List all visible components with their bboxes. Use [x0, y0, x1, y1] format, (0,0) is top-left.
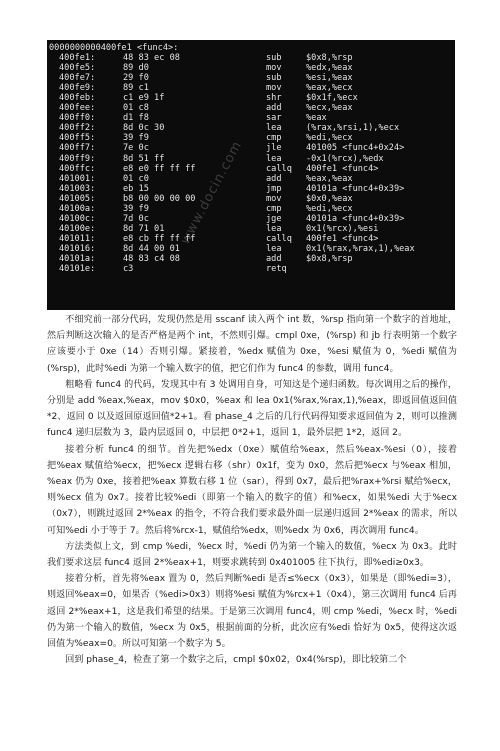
instruction-operands	[304, 264, 455, 274]
instruction-mnemonic: mov	[266, 83, 282, 94]
instruction-address: 400feb:	[59, 93, 96, 104]
instruction-operands: %edi,%ecx	[306, 133, 353, 144]
paragraph: 接着分析，首先将%eax 置为 0，然后判断%edi 是否≤%ecx（0x3），如果是（即%edi=3），则返回%eax=0，如果否（%edi>0x3）则将%esi 赋值为%rcx+1（0x4），第三次调用 func4 后再返回 2*%eax+1，这是我们希望的结果。于是第三次调用 func4，则 cmp %edi，%ecx 时，%edi 仍为第一个输入的数值，%ecx 为 0x5，根据前面的分析，此次应有%edi 恰好为 0x5，使得这次返回值为%eax=0。所以可知第一个数字为 5。	[47, 574, 457, 650]
function-header: 0000000000400fe1 <func4>:	[49, 43, 179, 53]
instruction-bytes: 01 c0	[123, 173, 149, 184]
instruction-operands: 400fe1 <func4>	[306, 233, 379, 244]
instruction-operands: 0x1(%rcx),%esi	[306, 223, 379, 234]
instruction-mnemonic: sub	[266, 73, 282, 84]
instruction-address: 401011:	[59, 233, 96, 244]
instruction-rows	[49, 53, 455, 274]
instruction-address: 400ff2:	[59, 123, 96, 134]
instruction-row	[49, 164, 455, 174]
instruction-mnemonic: jmp	[266, 183, 282, 194]
instruction-bytes: 89 c1	[123, 83, 149, 94]
instruction-operands: %ecx,%eax	[306, 103, 353, 114]
instruction-row	[49, 123, 455, 133]
instruction-row	[49, 93, 455, 103]
instruction-mnemonic: add	[266, 173, 282, 184]
instruction-bytes: e8 e0 ff ff ff	[123, 163, 196, 174]
instruction-bytes: c3	[123, 264, 134, 275]
instruction-address: 400ffc:	[59, 163, 96, 174]
instruction-operands: 40101a <func4+0x39>	[306, 183, 405, 194]
instruction-mnemonic: add	[266, 253, 282, 264]
instruction-operands: $0x8,%rsp	[306, 53, 353, 64]
instruction-mnemonic: cmp	[266, 133, 282, 144]
instruction-operands: $0x0,%eax	[306, 193, 353, 204]
instruction-mnemonic: sub	[266, 53, 282, 64]
paragraph: 回到 phase_4，检查了第一个数字之后，cmpl $0x02，0x4(%rsp)，即比较第二个	[65, 655, 407, 666]
instruction-address: 40101a:	[59, 253, 96, 264]
instruction-mnemonic: add	[266, 103, 282, 114]
instruction-row	[49, 244, 455, 254]
instruction-mnemonic: jge	[266, 213, 282, 224]
instruction-row	[49, 264, 455, 274]
paragraph: 方法类似上文，到 cmp %edi，%ecx 时，%edi 仍为第一个输入的数值，%ecx 为 0x3。此时我们要求这层 func4 返回 2*%eax+1，则要求跳转到 0x401005 往下执行，即%edi≥0x3。	[47, 541, 457, 569]
instruction-mnemonic: callq	[266, 233, 292, 244]
watermark: www.docin.com	[178, 138, 246, 248]
instruction-bytes: 89 d0	[123, 63, 149, 74]
instruction-bytes: 8d 71 01	[123, 223, 165, 234]
instruction-bytes: b8 00 00 00 00	[123, 193, 196, 204]
instruction-row	[49, 133, 455, 143]
instruction-operands: 400fe1 <func4>	[306, 163, 379, 174]
instruction-bytes: 7e 0c	[123, 143, 149, 154]
instruction-operands: %eax	[306, 113, 327, 124]
instruction-mnemonic: callq	[266, 163, 292, 174]
instruction-address: 400fe1:	[59, 53, 96, 64]
instruction-bytes: 48 83 ec 08	[123, 53, 180, 64]
paragraph: 不细究前一部分代码，发现仍然是用 sscanf 读入两个 int 数，%rsp 指向第一个数字的首地址，然后判断这次输入的是否严格是两个 int，不然则引爆。cmpl 0xe，(%rsp) 和 jb 行表明第一个数字应该要小于 0xe（14）否则引爆。紧接着，%edx 赋值为 0xe，%esi 赋值为 0，%edi 赋值为(%rsp)，此时%edi 为第一个输入数字的值，把它们作为 func4 的参数，调用 func4。	[47, 315, 457, 374]
instruction-address: 401016:	[59, 243, 96, 254]
instruction-address: 401005:	[59, 193, 96, 204]
instruction-mnemonic: lea	[266, 223, 282, 234]
instruction-address: 400ff0:	[59, 113, 96, 124]
instruction-mnemonic: shr	[266, 93, 282, 104]
instruction-address: 400fee:	[59, 103, 96, 114]
paragraph: 接着分析 func4 的细节。首先把%edx（0xe）赋值给%eax，然后%eax-%esi（0），接着把%eax 赋值给%ecx，把%ecx 逻辑右移（shr）0x1f，变为 0x0，然后把%ecx 与%eax 相加，%eax 仍为 0xe，接着把%eax 算数右移 1 位（sar），得到 0x7，最后把%rax+%rsi 赋给%ecx，则%ecx 值为 0x7。接着比较%edi（即第一个输入的数字的值）和%ecx，如果%edi 大于%ecx（0x7），则跳过返回 2*%eax 的指令，不符合我们要求最外面一层递归返回 2*%eax 的需求，所以可知%edi 小于等于 7。然后将%rcx-1，赋值给%edx，则%edx 为 0x6，再次调用 func4。	[47, 444, 457, 536]
instruction-address: 400fe9:	[59, 83, 96, 94]
instruction-mnemonic: mov	[266, 63, 282, 74]
instruction-mnemonic: retq	[266, 264, 287, 275]
instruction-row	[49, 103, 455, 113]
instruction-operands: -0x1(%rcx),%edx	[306, 153, 384, 164]
instruction-address: 401003:	[59, 183, 96, 194]
instruction-mnemonic: jle	[266, 143, 282, 154]
instruction-row	[49, 143, 455, 153]
instruction-row	[49, 154, 455, 164]
instruction-row	[49, 174, 455, 184]
disassembly-listing	[47, 40, 455, 310]
instruction-address: 40100e:	[59, 223, 96, 234]
instruction-operands: 40101a <func4+0x39>	[306, 213, 405, 224]
instruction-operands: 401005 <func4+0x24>	[306, 143, 405, 154]
instruction-row	[49, 53, 455, 63]
article-body	[47, 312, 457, 668]
instruction-bytes: 8d 44 00 01	[123, 243, 180, 254]
instruction-row	[49, 63, 455, 73]
instruction-operands: 0x1(%rax,%rax,1),%eax	[306, 243, 415, 254]
instruction-operands: %eax,%ecx	[306, 83, 353, 94]
instruction-address: 400ff9:	[59, 153, 96, 164]
instruction-bytes: 39 f9	[123, 203, 149, 214]
instruction-address: 40100a:	[59, 203, 96, 214]
instruction-bytes: 29 f0	[123, 73, 149, 84]
instruction-row	[49, 254, 455, 264]
instruction-row	[49, 214, 455, 224]
instruction-operands: $0x8,%rsp	[306, 253, 353, 264]
instruction-address: 40101e:	[59, 264, 96, 275]
instruction-operands: %edx,%eax	[306, 63, 353, 74]
instruction-row	[49, 83, 455, 93]
instruction-bytes: 48 83 c4 08	[123, 253, 180, 264]
instruction-row	[49, 194, 455, 204]
instruction-row	[49, 113, 455, 123]
instruction-operands: %edi,%ecx	[306, 203, 353, 214]
instruction-mnemonic: sar	[266, 113, 282, 124]
instruction-mnemonic: lea	[266, 153, 282, 164]
paragraph: 粗略看 func4 的代码，发现其中有 3 处调用自身，可知这是个递归函数。每次调用之后的操作，分别是 add %eax,%eax，mov $0x0，%eax 和 lea 0x1(%rax,%rax,1),%eax，即返回值返回值*2、返回 0 以及返回原返回值*2+1。看 phase_4 之后的几行代码得知要求返回值为 2，则可以推测 func4 递归层数为 3，最内层返回 0，中层把 0*2+1，返回 1，最外层把 1*2，返回 2。	[47, 379, 457, 439]
instruction-mnemonic: cmp	[266, 203, 282, 214]
instruction-row	[49, 204, 455, 214]
instruction-bytes: 39 f9	[123, 133, 149, 144]
instruction-operands: %eax,%eax	[306, 173, 353, 184]
instruction-bytes: eb 15	[123, 183, 149, 194]
instruction-address: 400fe5:	[59, 63, 96, 74]
instruction-bytes: 8d 51 ff	[123, 153, 165, 164]
instruction-row	[49, 73, 455, 83]
instruction-operands: (%rax,%rsi,1),%ecx	[306, 123, 400, 134]
instruction-row	[49, 184, 455, 194]
instruction-bytes: d1 f8	[123, 113, 149, 124]
instruction-address: 400fe7:	[59, 73, 96, 84]
instruction-row	[49, 224, 455, 234]
instruction-address: 400ff5:	[59, 133, 96, 144]
instruction-operands: %esi,%eax	[306, 73, 353, 84]
instruction-mnemonic: lea	[266, 243, 282, 254]
instruction-address: 400ff7:	[59, 143, 96, 154]
instruction-mnemonic: mov	[266, 193, 282, 204]
instruction-bytes: 8d 0c 30	[123, 123, 165, 134]
instruction-row	[49, 234, 455, 244]
instruction-bytes: 7d 0c	[123, 213, 149, 224]
instruction-address: 401001:	[59, 173, 96, 184]
instruction-bytes: 01 c8	[123, 103, 149, 114]
instruction-bytes: e8 cb ff ff ff	[123, 233, 196, 244]
instruction-operands: $0x1f,%ecx	[306, 93, 358, 104]
instruction-bytes: c1 e9 1f	[123, 93, 165, 104]
instruction-address: 40100c:	[59, 213, 96, 224]
instruction-mnemonic: lea	[266, 123, 282, 134]
